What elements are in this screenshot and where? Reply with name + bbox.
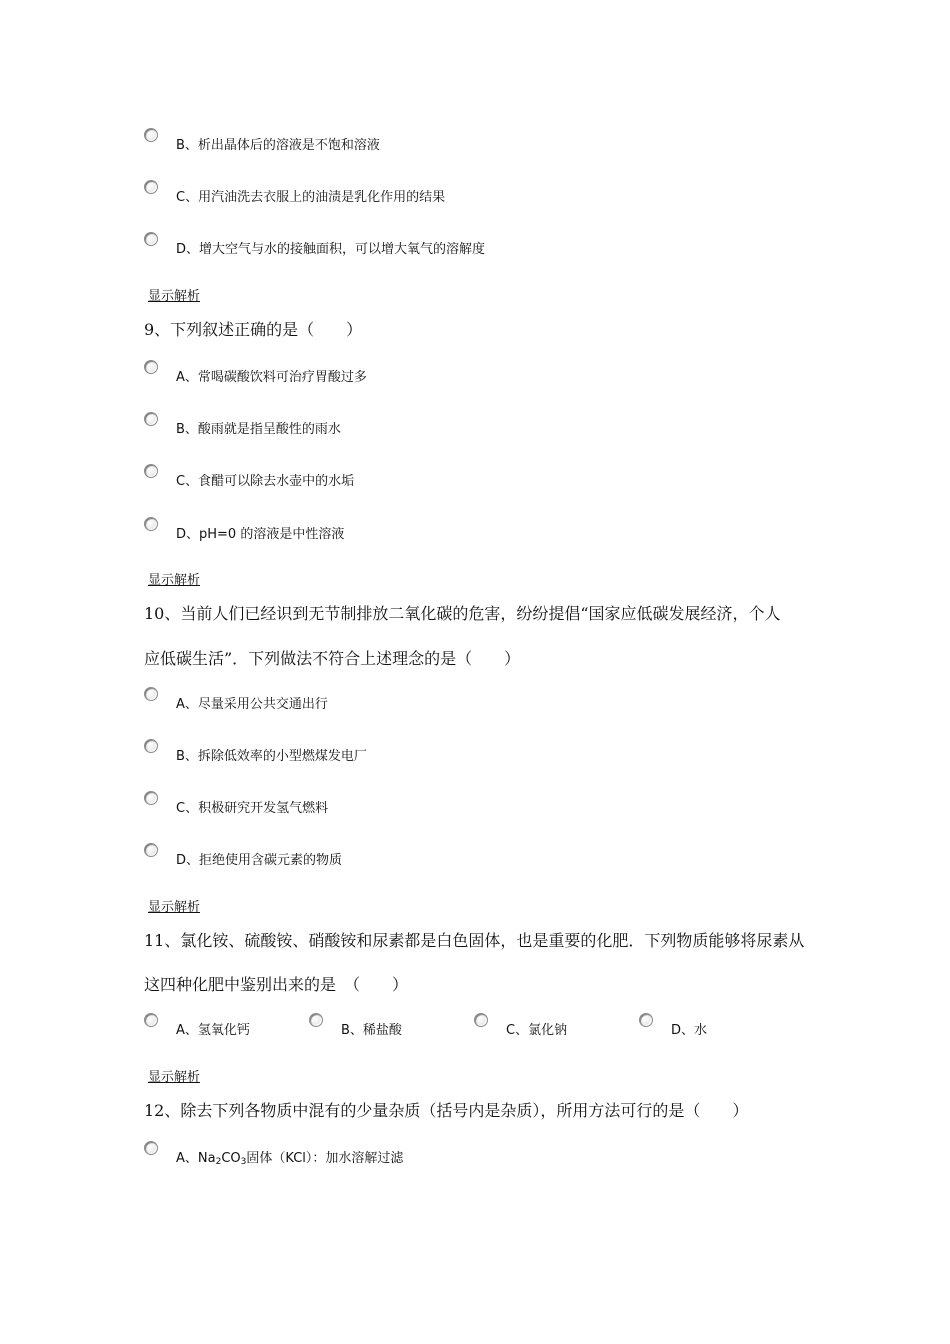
q8-option-b[interactable]: B、析出晶体后的溶液是不饱和溶液 <box>144 138 380 154</box>
q8-option-d[interactable]: D、增大空气与水的接触面积，可以增大氧气的溶解度 <box>144 242 485 258</box>
radio-button-icon[interactable] <box>144 412 158 426</box>
q9-option-c[interactable]: C、食醋可以除去水壶中的水垢 <box>144 474 354 490</box>
q10-option-a[interactable]: A、尽量采用公共交通出行 <box>144 697 328 713</box>
q11-option-a[interactable]: A、氢氧化钙 <box>144 1023 250 1039</box>
q11-option-c[interactable]: C、氯化钠 <box>474 1023 567 1039</box>
q10-option-c[interactable]: C、积极研究开发氢气燃料 <box>144 801 328 817</box>
q9-option-d[interactable]: D、pH=0 的溶液是中性溶液 <box>144 527 344 543</box>
q11-stem-line2: 这四种化肥中鉴别出来的是 （ ） <box>144 975 409 994</box>
q11-show-explanation-link[interactable]: 显示解析 <box>148 1070 201 1085</box>
radio-button-icon[interactable] <box>144 128 158 142</box>
radio-button-icon[interactable] <box>144 739 158 753</box>
radio-button-icon[interactable] <box>144 1141 158 1155</box>
q9-show-explanation-link[interactable]: 显示解析 <box>148 573 201 588</box>
q11-option-b[interactable]: B、稀盐酸 <box>309 1023 402 1039</box>
q9-stem: 9、下列叙述正确的是（ ） <box>144 320 363 339</box>
q12-option-a[interactable]: A、$Na_2CO_3$固体（KCl）：加水溶解过滤 <box>144 1151 403 1170</box>
radio-button-icon[interactable] <box>144 232 158 246</box>
q10-option-b[interactable]: B、拆除低效率的小型燃煤发电厂 <box>144 749 367 765</box>
radio-button-icon[interactable] <box>144 464 158 478</box>
q10-stem-line2: 应低碳生活”．下列做法不符合上述理念的是（ ） <box>144 649 521 668</box>
q8-show-explanation-link[interactable]: 显示解析 <box>148 289 201 304</box>
q9-option-b[interactable]: B、酸雨就是指呈酸性的雨水 <box>144 422 341 438</box>
radio-button-icon[interactable] <box>144 687 158 701</box>
q11-option-d[interactable]: D、水 <box>639 1023 707 1039</box>
radio-button-icon[interactable] <box>144 360 158 374</box>
radio-button-icon[interactable] <box>144 517 158 531</box>
q8-option-c[interactable]: C、用汽油洗去衣服上的油渍是乳化作用的结果 <box>144 190 445 206</box>
radio-button-icon[interactable] <box>144 791 158 805</box>
radio-button-icon[interactable] <box>144 1013 158 1027</box>
radio-button-icon[interactable] <box>639 1013 653 1027</box>
q10-stem-line1: 10、当前人们已经识到无节制排放二氧化碳的危害，纷纷提倡“国家应低碳发展经济，个人 <box>144 604 781 623</box>
q11-stem-line1: 11、氯化铵、硫酸铵、硝酸铵和尿素都是白色固体，也是重要的化肥．下列物质能够将尿素从 <box>144 931 805 950</box>
q10-show-explanation-link[interactable]: 显示解析 <box>148 900 201 915</box>
radio-button-icon[interactable] <box>309 1013 323 1027</box>
q10-option-d[interactable]: D、拒绝使用含碳元素的物质 <box>144 853 342 869</box>
radio-button-icon[interactable] <box>144 180 158 194</box>
q9-option-a[interactable]: A、常喝碳酸饮料可治疗胃酸过多 <box>144 370 367 386</box>
radio-button-icon[interactable] <box>474 1013 488 1027</box>
q12-stem: 12、除去下列各物质中混有的少量杂质（括号内是杂质），所用方法可行的是（ ） <box>144 1101 749 1120</box>
radio-button-icon[interactable] <box>144 843 158 857</box>
